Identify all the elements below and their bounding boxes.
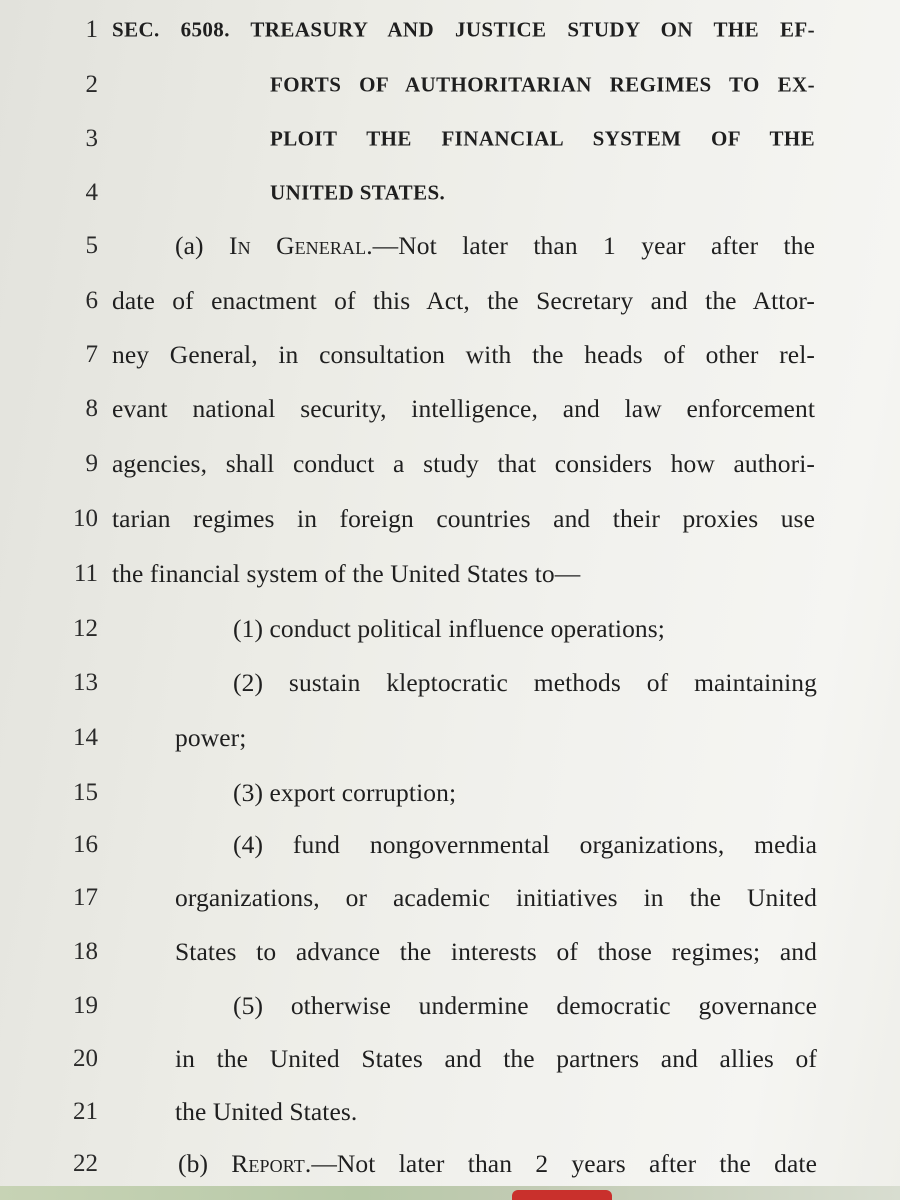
- list-item-4-cont: organizations, or academic initiatives in the United: [175, 883, 817, 912]
- body-text: the financial system of the United States to—: [112, 559, 581, 588]
- line-number: 15: [73, 779, 98, 806]
- list-item-5: (5) otherwise undermine democratic governance: [233, 991, 817, 1020]
- line-13: [0, 656, 900, 710]
- body-text: agencies, shall conduct a study that considers how authori-: [112, 449, 815, 478]
- line-17: [0, 871, 900, 925]
- list-item-1: (1) conduct political influence operations;: [233, 614, 665, 643]
- line-22: [0, 1137, 900, 1191]
- section-heading: PLOIT THE FINANCIAL SYSTEM OF THE: [270, 126, 815, 151]
- taskbar-edge: [512, 1190, 612, 1200]
- line-11: [0, 547, 900, 601]
- list-item-4-cont: States to advance the interests of those regimes; and: [175, 937, 817, 966]
- section-heading: UNITED STATES.: [270, 180, 446, 205]
- line-2: [0, 58, 900, 112]
- line-number: 11: [73, 560, 98, 587]
- body-text: evant national security, intelligence, and law enforcement: [112, 394, 815, 423]
- list-item-5-cont: in the United States and the partners and allies of: [175, 1044, 817, 1073]
- line-number: 17: [73, 884, 98, 911]
- list-item-5-cont: the United States.: [175, 1097, 358, 1126]
- line-number: 21: [73, 1098, 98, 1125]
- list-item-4: (4) fund nongovernmental organizations, media: [233, 830, 817, 859]
- line-4: [0, 166, 900, 220]
- list-item-3: (3) export corruption;: [233, 778, 457, 807]
- line-number: 13: [73, 669, 98, 696]
- line-number: 18: [73, 938, 98, 965]
- line-16: [0, 818, 900, 872]
- line-15: [0, 766, 900, 820]
- line-number: 7: [85, 341, 98, 368]
- line-number: 2: [85, 71, 98, 98]
- line-6: [0, 274, 900, 328]
- line-number: 16: [73, 831, 98, 858]
- line-number: 19: [73, 992, 98, 1019]
- body-text: ney General, in consultation with the heads of other rel-: [112, 340, 815, 369]
- screen-bottom-edge: [0, 1186, 900, 1200]
- line-number: 14: [73, 724, 98, 751]
- line-number: 3: [85, 125, 98, 152]
- line-number: 5: [85, 232, 98, 259]
- line-18: [0, 925, 900, 979]
- line-14: [0, 711, 900, 765]
- line-number: 10: [73, 505, 98, 532]
- line-number: 1: [85, 16, 98, 43]
- line-20: [0, 1032, 900, 1086]
- section-heading: SEC. 6508. TREASURY AND JUSTICE STUDY ON THE EF-: [112, 17, 815, 42]
- section-heading: FORTS OF AUTHORITARIAN REGIMES TO EX-: [270, 72, 815, 97]
- line-8: [0, 382, 900, 436]
- line-3: [0, 112, 900, 166]
- list-item-2-cont: power;: [175, 723, 247, 752]
- list-item-2: (2) sustain kleptocratic methods of maintaining: [233, 668, 817, 697]
- line-number: 22: [73, 1150, 98, 1177]
- body-text: tarian regimes in foreign countries and their proxies use: [112, 504, 815, 533]
- line-number: 9: [85, 450, 98, 477]
- body-text: date of enactment of this Act, the Secretary and the Attor-: [112, 286, 815, 315]
- subsection-heading: In General: [229, 231, 367, 260]
- line-10: [0, 492, 900, 546]
- line-5: [0, 219, 900, 273]
- line-number: 8: [85, 395, 98, 422]
- line-number: 20: [73, 1045, 98, 1072]
- line-number: 12: [73, 615, 98, 642]
- body-text: (b) Report.—Not later than 2 years after the date: [178, 1149, 818, 1178]
- line-1: [0, 3, 900, 57]
- subsection-heading: Report: [231, 1149, 305, 1178]
- line-9: [0, 437, 900, 491]
- body-text: (a) In General.—Not later than 1 year after the: [175, 231, 815, 260]
- line-21: [0, 1085, 900, 1139]
- line-7: [0, 328, 900, 382]
- line-19: [0, 979, 900, 1033]
- line-number: 4: [85, 179, 98, 206]
- line-12: [0, 602, 900, 656]
- line-number: 6: [85, 287, 98, 314]
